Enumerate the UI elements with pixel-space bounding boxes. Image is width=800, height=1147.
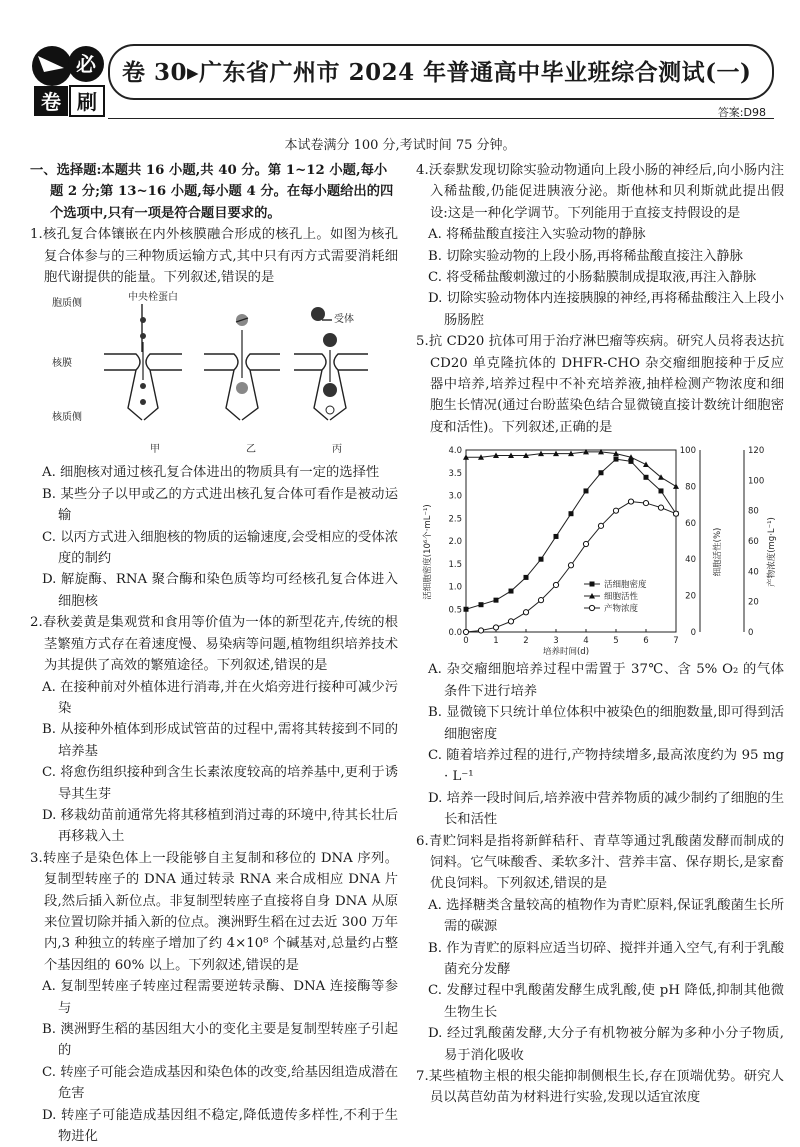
- q4-stem: 4.沃泰默发现切除实验动物通向上段小肠的神经后,向小肠内注入稀盐酸,仍能促进胰液分泌。斯他林和贝利斯就此提出假设:这是一种化学调节。下列能用于直接支持假设的是: [416, 163, 784, 221]
- data-point-square: [569, 511, 574, 516]
- y-mid-tick-label: 80: [685, 482, 696, 493]
- q3-option-c: C. 转座子可能会造成基因和染色体的改变,给基因组造成潜在危害: [42, 1064, 398, 1102]
- chart-legend: [584, 579, 647, 614]
- nuclear-pore-figure: [32, 290, 392, 458]
- legend-label: 产物浓度: [604, 604, 639, 615]
- q1-option-d: D. 解旋酶、RNA 聚合酶和染色质等均可经核孔复合体进入细胞核: [42, 572, 398, 609]
- q2-option-b: B. 从接种外植体到形成试管苗的过程中,需将其转接到不同的培养基: [42, 722, 398, 759]
- y-left-tick-label: 2.0: [448, 537, 462, 548]
- y-right-tick-label: 80: [748, 506, 759, 517]
- data-point-square: [539, 557, 544, 562]
- q4-option-a: A. 将稀盐酸直接注入实验动物的静脉: [428, 227, 646, 243]
- data-point-triangle: [643, 462, 649, 468]
- answer-code: 答案:D98: [717, 106, 766, 119]
- y-mid-tick-label: 60: [685, 519, 696, 530]
- data-point-circle: [523, 610, 528, 615]
- data-point-circle: [673, 511, 678, 516]
- x-tick-label: 0: [463, 636, 469, 647]
- label-yi: 乙: [246, 444, 256, 456]
- q3-option-d: D. 转座子可能造成基因组不稳定,降低遗传多样性,不利于生物进化: [42, 1107, 398, 1145]
- legend-marker-circle: [589, 606, 594, 611]
- data-point-square: [524, 575, 529, 580]
- q6-option-c: C. 发酵过程中乳酸菌发酵生成乳酸,使 pH 降低,抑制其他微生物生长: [428, 983, 784, 1020]
- legend-label: 活细胞密度: [604, 580, 647, 591]
- q6-option-b: B. 作为青贮的原料应适当切碎、搅拌并通入空气,有利于乳酸菌充分发酵: [428, 940, 784, 977]
- q2-option-c: C. 将愈伤组织接种到含生长素浓度较高的培养基中,更利于诱导其生芽: [42, 765, 398, 802]
- cell-culture-chart: [416, 442, 784, 657]
- y-mid-tick-label: 100: [679, 446, 696, 457]
- chart-series: [463, 449, 679, 635]
- data-point-circle: [463, 630, 468, 635]
- x-tick-label: 3: [553, 636, 559, 647]
- data-point-circle: [568, 563, 573, 568]
- data-point-square: [479, 602, 484, 607]
- data-point-circle: [613, 508, 618, 513]
- label-nucleoplasm: 核质侧: [52, 412, 82, 424]
- chart-x-label: 培养时间(d): [542, 647, 590, 658]
- y-left-tick-label: 2.5: [448, 514, 462, 525]
- chart-y-left-label: 活细胞密度(10⁶个·mL⁻¹): [423, 504, 433, 601]
- q5-option-b: B. 显微镜下只统计单位体积中被染色的细胞数量,即可得到活细胞密度: [428, 705, 784, 742]
- x-tick-label: 6: [643, 636, 649, 647]
- q6-option-a: A. 选择糖类含量较高的植物作为青贮原料,保证乳酸菌生长所需的碳源: [428, 897, 784, 935]
- data-point-square: [494, 598, 499, 603]
- legend-label: 细胞活性: [604, 592, 639, 603]
- data-point-square: [614, 457, 619, 462]
- logo-char-top: 必: [76, 52, 96, 76]
- y-right-tick-label: 120: [748, 446, 765, 457]
- y-left-tick-label: 0.0: [448, 628, 462, 639]
- q6-stem: 6.青贮饲料是指将新鲜秸秆、青草等通过乳酸菌发酵而制成的饲料。它气味酸香、柔软多汁、营养丰富、保存期长,是家畜优良饲料。下列叙述,错误的是: [416, 833, 784, 892]
- q5-option-c: C. 随着培养过程的进行,产物持续增多,最高浓度约为 95 mg · L⁻¹: [428, 747, 784, 785]
- y-right-tick-label: 20: [748, 597, 759, 608]
- q7-stem: 7.某些植物主根的根尖能抑制侧根生长,存在顶端优势。研究人员以莴苣幼苗为材料进行实验,发现以适宜浓度: [416, 1069, 784, 1106]
- data-point-circle: [598, 524, 603, 529]
- data-point-circle: [658, 505, 663, 510]
- y-left-tick-label: 0.5: [448, 605, 462, 616]
- q5-stem: 5.抗 CD20 抗体可用于治疗淋巴瘤等疾病。研究人员将表达抗 CD20 单克隆抗体的 DHFR-CHO 杂交瘤细胞接种于反应器中培养,培养过程中不补充培养液,抽样检测产物浓度和细胞生长情况(通过台盼蓝染色结合显微镜直接计数统计细胞密度和活性)。下列叙述,正确的是: [416, 334, 784, 435]
- data-point-square: [644, 475, 649, 480]
- chart-y-right-label: 产物浓度(mg·L⁻¹): [767, 517, 777, 588]
- q1-stem: 1.核孔复合体镶嵌在内外核膜融合形成的核孔上。如图为核孔复合体参与的三种物质运输方式,其中只有丙方式需要消耗细胞代谢提供的能量。下列叙述,错误的是: [30, 227, 398, 286]
- logo-char-left: 卷: [41, 90, 61, 114]
- q4-option-b: B. 切除实验动物的上段小肠,再将稀盐酸直接注入静脉: [428, 248, 743, 264]
- chart-y-mid-label: 细胞活性(%): [713, 527, 723, 577]
- q5-option-d: D. 培养一段时间后,培养液中营养物质的减少制约了细胞的生长和活性: [428, 790, 784, 828]
- data-point-square: [584, 489, 589, 494]
- right-column: [416, 160, 784, 1109]
- data-point-circle: [508, 619, 513, 624]
- data-point-triangle: [673, 484, 679, 490]
- x-tick-label: 2: [523, 636, 529, 647]
- section-heading: 一、选择题:本题共 16 小题,共 40 分。第 1~12 小题,每小题 2 分;第 13~16 小题,每小题 4 分。在每小题给出的四个选项中,只有一项是符合题目要求的。: [30, 163, 394, 221]
- data-point-circle: [583, 542, 588, 547]
- q6-option-d: D. 经过乳酸菌发酵,大分子有机物被分解为多种小分子物质,易于消化吸收: [428, 1026, 784, 1063]
- data-point-square: [659, 489, 664, 494]
- data-point-circle: [478, 628, 483, 633]
- label-bing: 丙: [332, 444, 342, 456]
- y-mid-tick-label: 0: [690, 628, 696, 639]
- y-left-tick-label: 1.0: [448, 582, 462, 593]
- y-left-tick-label: 1.5: [448, 560, 462, 571]
- x-tick-label: 7: [673, 636, 679, 647]
- q3-option-a: A. 复制型转座子转座过程需要逆转录酶、DNA 连接酶等参与: [42, 979, 398, 1016]
- page-title: 卷 30▸广东省广州市 2024 年普通高中毕业班综合测试(一): [122, 59, 752, 86]
- data-point-circle: [538, 598, 543, 603]
- data-point-square: [509, 589, 514, 594]
- y-left-tick-label: 3.0: [448, 491, 462, 502]
- data-point-circle: [643, 501, 648, 506]
- q3-stem: 3.转座子是染色体上一段能够自主复制和移位的 DNA 序列。复制型转座子的 DNA 通过转录 RNA 来合成相应 DNA 片段,然后插入新位点。非复制型转座子直接将自身 DNA 从原来位置切除并插入新的位点。澳洲野生稻在过去近 300 万年内,3 种独立的转座子增加了约 4×10⁸ 个碱基对,总量约占整个基因组的 60% 以上。下列叙述,错误的是: [30, 850, 398, 973]
- data-point-circle: [628, 499, 633, 504]
- x-tick-label: 4: [583, 636, 589, 647]
- x-tick-label: 5: [613, 636, 619, 647]
- arrows: [143, 318, 330, 382]
- q1-option-a: A. 细胞核对通过核孔复合体进出的物质具有一定的选择性: [42, 465, 380, 481]
- y-right-tick-label: 0: [748, 628, 754, 639]
- legend-marker-square: [590, 582, 595, 587]
- q4-option-d: D. 切除实验动物体内连接胰腺的神经,再将稀盐酸注入上段小肠肠腔: [428, 291, 784, 328]
- q5-option-a: A. 杂交瘤细胞培养过程中需置于 37℃、含 5% O₂ 的气体条件下进行培养: [428, 662, 784, 699]
- q1-option-c: C. 以丙方式进入细胞核的物质的运输速度,会受相应的受体浓度的制约: [42, 529, 398, 567]
- x-tick-label: 1: [493, 636, 499, 647]
- q2-option-d: D. 移栽幼苗前通常先将其移植到消过毒的环境中,待其长壮后再移栽入土: [42, 807, 398, 845]
- y-left-tick-label: 4.0: [448, 446, 462, 457]
- label-cytoplasm: 胞质侧: [52, 298, 82, 310]
- q3-option-b: B. 澳洲野生稻的基因组大小的变化主要是复制型转座子引起的: [42, 1022, 398, 1059]
- label-membrane: 核膜: [52, 358, 72, 370]
- q2-option-a: A. 在接种前对外植体进行消毒,并在火焰旁进行接种可减少污染: [42, 679, 398, 716]
- y-mid-tick-label: 40: [685, 555, 696, 566]
- q1-option-b: B. 某些分子以甲或乙的方式进出核孔复合体可看作是被动运输: [42, 486, 398, 524]
- y-right-tick-label: 100: [748, 476, 765, 487]
- page-header: [30, 36, 780, 126]
- y-right-tick-label: 40: [748, 567, 759, 578]
- data-point-circle: [493, 625, 498, 630]
- data-point-square: [554, 534, 559, 539]
- label-central-plug: 中央栓蛋白: [128, 292, 178, 304]
- exam-info: 本试卷满分 100 分,考试时间 75 分钟。: [284, 138, 516, 153]
- y-mid-tick-label: 20: [685, 591, 696, 602]
- q4-option-c: C. 将受稀盐酸刺激过的小肠黏膜制成提取液,再注入静脉: [428, 270, 757, 286]
- logo-char-right: 刷: [77, 90, 97, 114]
- y-left-tick-label: 3.5: [448, 469, 462, 480]
- label-receptor: 受体: [334, 314, 354, 326]
- data-point-square: [599, 471, 604, 476]
- data-point-square: [464, 607, 469, 612]
- left-column: [30, 160, 398, 1147]
- q2-stem: 2.春秋姜黄是集观赏和食用等价值为一体的新型花卉,传统的根茎繁殖方式存在着速度慢、易染病等问题,植物组织培养技术为其提供了高效的繁殖途径。下列叙述,错误的是: [30, 615, 398, 674]
- label-jia: 甲: [150, 444, 160, 456]
- y-right-tick-label: 60: [748, 537, 759, 548]
- header-divider: [108, 118, 774, 119]
- data-point-circle: [553, 583, 558, 588]
